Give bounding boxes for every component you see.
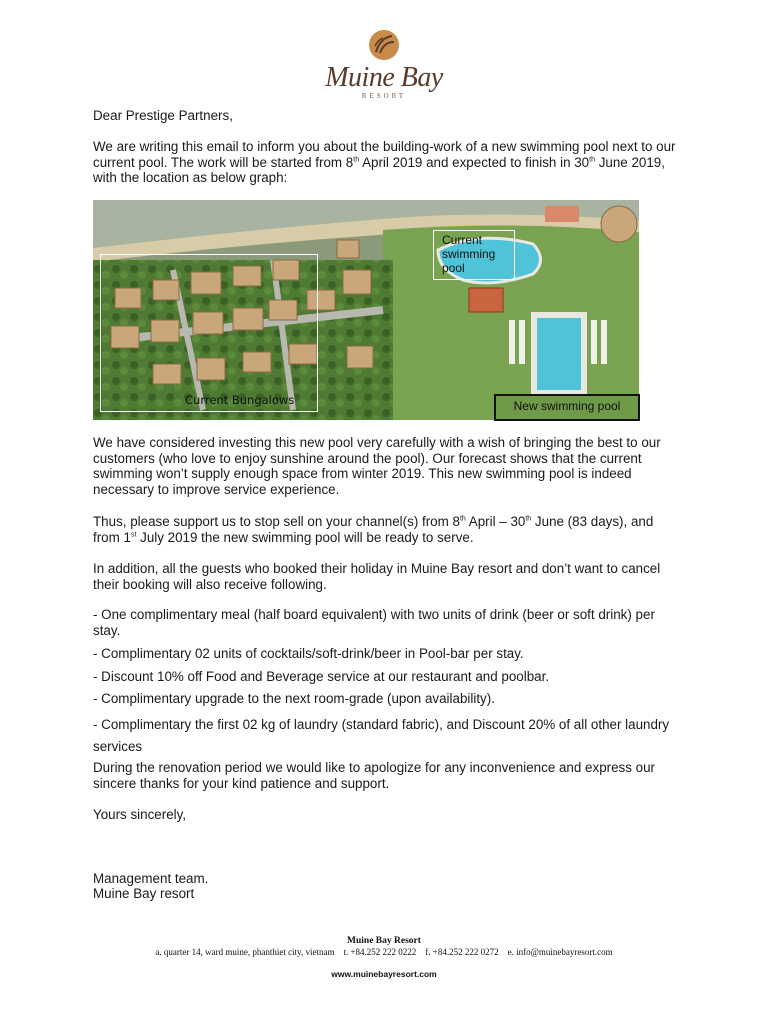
bullet-item: - Complimentary upgrade to the next room-grade (upon availability). [93, 691, 495, 706]
intro-paragraph [93, 139, 683, 186]
intro-sup-2: th [589, 156, 595, 164]
footer-email[interactable]: e. info@muinebayresort.com [507, 947, 613, 957]
intro-text-a: We are writing this email to inform you about the building-work of a new swimming pool next to our current pool. The work will be started from 8 [93, 139, 676, 170]
bullet-item: - One complimentary meal (half board equivalent) with two units of drink (beer or soft drink) per stay. [93, 607, 655, 638]
resort-aerial-map [93, 200, 639, 420]
signature-team: Management team. [93, 871, 209, 886]
current-pool-label [433, 230, 515, 280]
intro-sup-1: th [353, 156, 360, 164]
greeting: Dear Prestige Partners, [93, 108, 233, 123]
bullet-item: - Complimentary 02 units of cocktails/soft-drink/beer in Pool-bar per stay. [93, 646, 524, 661]
stop-sell-text-c: June (83 days), and from 1 [93, 514, 654, 545]
stop-sell-paragraph [93, 514, 683, 545]
rationale-paragraph: We have considered investing this new pool very carefully with a wish of bringing the best to our customers (who love to enjoy sunshine around the pool). Our forecast shows that the current swimming won’t supply enough space from winter 2019. This new swimming pool is indeed necessary to improve service experience. [93, 435, 661, 497]
current-pool-label-text: Current swimming pool [442, 233, 496, 275]
signature-resort: Muine Bay resort [93, 886, 195, 901]
brand-logo [318, 28, 450, 102]
footer-fax: f. +84.252 222 0272 [425, 947, 499, 957]
stop-sell-text-d: July 2019 the new swimming pool will be ready to serve. [136, 529, 474, 545]
closing: Yours sincerely, [93, 807, 187, 822]
footer-tel: t. +84.252 222 0222 [343, 947, 417, 957]
bungalows-outline [100, 254, 318, 412]
brand-name: Muine Bay [325, 62, 443, 93]
stop-sell-sup-2: th [525, 515, 532, 523]
footer-name: Muine Bay Resort [347, 936, 421, 946]
stop-sell-sup-1: th [459, 515, 466, 523]
stop-sell-text-a: Thus, please support us to stop sell on your channel(s) from 8 [93, 514, 460, 529]
bullet-item: - Discount 10% off Food and Beverage service at our restaurant and poolbar. [93, 669, 550, 684]
footer-website[interactable]: www.muinebayresort.com [331, 969, 437, 979]
apology-paragraph: During the renovation period we would like to apologize for any inconvenience and express our sincere thanks for your kind patience and support. [93, 760, 656, 791]
footer-address: a. quarter 14, ward muine, phanthiet city, vietnam [155, 947, 335, 957]
stop-sell-text-b: April – 30 [465, 514, 526, 529]
footer-contact [93, 947, 675, 957]
new-pool-label-text: New swimming pool [513, 399, 621, 413]
bullet-item: - Complimentary the first 02 kg of laundry (standard fabric), and Discount 20% of all other laundry services [93, 717, 670, 754]
stop-sell-sup-3: st [130, 531, 137, 539]
guests-paragraph: In addition, all the guests who booked their holiday in Muine Bay resort and don’t want to cancel their booking will also receive following. [93, 561, 661, 592]
brand-sub: RESORT [361, 92, 407, 100]
intro-text-c: June 2019, with the location as below graph: [93, 154, 665, 186]
bungalows-label: Current Bungalows [185, 393, 295, 407]
intro-text-b: April 2019 and expected to finish in 30 [359, 154, 590, 170]
new-pool-label [494, 394, 640, 421]
